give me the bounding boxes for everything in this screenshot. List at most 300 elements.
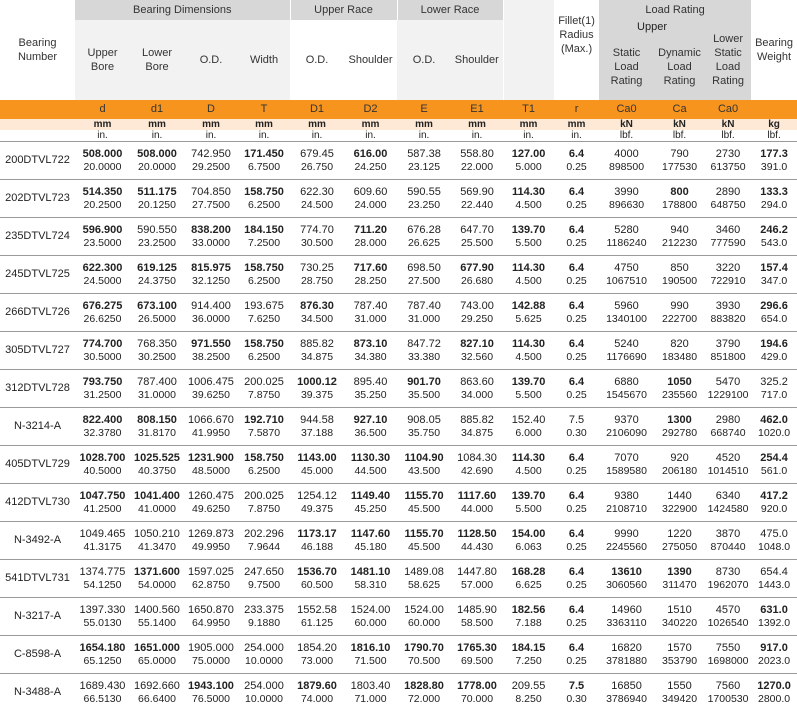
imperial-value: 39.375	[300, 388, 334, 401]
header-upper: Upper	[599, 20, 705, 34]
data-cell	[751, 180, 797, 218]
data-cell	[238, 484, 290, 522]
data-cell	[654, 142, 705, 180]
data-cell	[238, 560, 290, 598]
metric-value: 742.950	[191, 147, 231, 160]
metric-value: 254.4	[760, 451, 788, 464]
imperial-value: 36.500	[354, 426, 387, 439]
data-cell	[451, 180, 503, 218]
metric-value: 1149.40	[350, 489, 391, 502]
metric-value: 838.200	[191, 223, 231, 236]
imperial-value: 322900	[662, 502, 698, 515]
unit-imperial-cell: lbf.	[599, 130, 654, 142]
data-cell	[75, 598, 130, 636]
imperial-value: 0.25	[566, 312, 587, 325]
metric-value: 787.40	[407, 299, 441, 312]
data-cell	[344, 598, 397, 636]
imperial-value: 34.875	[460, 426, 494, 439]
bearing-number: 312DTVL728	[0, 370, 75, 408]
data-cell	[554, 142, 599, 180]
imperial-value: 30.5000	[83, 350, 122, 363]
imperial-value: 668740	[710, 426, 746, 439]
data-cell	[654, 218, 705, 256]
data-cell	[599, 256, 654, 294]
metric-value: 202.296	[244, 527, 284, 540]
data-cell	[75, 142, 130, 180]
header-upper-race-od: O.D.	[290, 20, 344, 100]
metric-value: 787.400	[137, 375, 177, 388]
imperial-value: 561.0	[760, 464, 788, 477]
data-cell	[503, 408, 554, 446]
metric-value: 1879.60	[297, 679, 337, 692]
data-cell	[238, 370, 290, 408]
imperial-value: 777590	[710, 236, 746, 249]
metric-value: 157.4	[760, 261, 788, 274]
data-cell	[238, 408, 290, 446]
metric-value: 296.6	[760, 299, 788, 312]
metric-value: 5280	[614, 223, 639, 236]
data-cell	[503, 142, 554, 180]
metric-value: 14960	[611, 603, 642, 616]
imperial-value: 72.000	[407, 692, 441, 705]
metric-value: 590.550	[137, 223, 177, 236]
data-cell	[344, 218, 397, 256]
data-cell	[130, 674, 184, 712]
imperial-value: 31.2500	[83, 388, 122, 401]
data-cell	[705, 674, 751, 712]
imperial-value: 20.0000	[138, 160, 176, 173]
data-cell	[554, 408, 599, 446]
metric-value: 246.2	[760, 223, 788, 236]
imperial-value: 0.25	[566, 502, 587, 515]
data-cell	[503, 332, 554, 370]
metric-value: 6.4	[568, 223, 585, 236]
metric-value: 927.10	[353, 413, 388, 426]
data-cell	[238, 332, 290, 370]
data-cell	[654, 446, 705, 484]
metric-value: 558.80	[460, 147, 494, 160]
data-cell	[599, 674, 654, 712]
metric-value: 127.00	[511, 147, 546, 160]
imperial-value: 7.188	[515, 616, 542, 629]
imperial-value: 5.000	[515, 160, 542, 173]
imperial-value: 7.9644	[247, 540, 281, 553]
metric-value: 1143.00	[297, 451, 337, 464]
data-cell	[75, 522, 130, 560]
bearing-number: 305DTVL727	[0, 332, 75, 370]
imperial-value: 870440	[710, 540, 746, 553]
data-cell	[344, 142, 397, 180]
data-cell	[705, 180, 751, 218]
imperial-value: 1962070	[707, 578, 749, 591]
bearing-number: N-3488-A	[0, 674, 75, 712]
imperial-value: 24.250	[354, 160, 387, 173]
metric-value: 4520	[715, 451, 741, 464]
header-lower-race: Lower Race	[397, 0, 503, 20]
imperial-value: 1545670	[606, 388, 647, 401]
imperial-value: 1020.0	[758, 426, 791, 439]
metric-value: 254.000	[244, 679, 284, 692]
data-cell	[130, 332, 184, 370]
unit-cell-blank	[0, 119, 75, 130]
metric-value: 7.5	[568, 413, 585, 426]
imperial-value: 1443.0	[758, 578, 791, 591]
metric-value: 1130.30	[350, 451, 391, 464]
metric-value: 1270.0	[757, 679, 791, 692]
symbol-cell: D	[184, 100, 238, 119]
data-cell	[654, 294, 705, 332]
data-cell	[130, 218, 184, 256]
metric-value: 4570	[715, 603, 741, 616]
data-cell	[654, 408, 705, 446]
unit-imperial-cell: in.	[238, 130, 290, 142]
imperial-value: 3060560	[606, 578, 647, 591]
metric-value: 1689.430	[79, 679, 126, 692]
data-cell	[184, 294, 238, 332]
imperial-value: 0.25	[566, 350, 587, 363]
data-cell	[344, 522, 397, 560]
data-cell	[503, 256, 554, 294]
imperial-value: 38.2500	[192, 350, 230, 363]
data-cell	[344, 332, 397, 370]
header-upper-race: Upper Race	[290, 0, 397, 20]
metric-value: 158.750	[244, 261, 284, 274]
imperial-value: 23.250	[407, 198, 441, 211]
data-cell	[344, 446, 397, 484]
metric-value: 1025.525	[134, 451, 180, 464]
metric-value: 827.10	[460, 337, 494, 350]
metric-value: 194.6	[760, 337, 788, 350]
metric-value: 9380	[614, 489, 639, 502]
data-cell	[238, 636, 290, 674]
data-cell	[705, 294, 751, 332]
imperial-value: 23.5000	[83, 236, 122, 249]
imperial-value: 26.625	[407, 236, 441, 249]
metric-value: 1803.40	[350, 679, 391, 692]
imperial-value: 60.000	[354, 616, 387, 629]
metric-value: 711.20	[353, 223, 388, 236]
imperial-value: 31.000	[354, 312, 387, 325]
symbol-cell: r	[554, 100, 599, 119]
data-cell	[397, 674, 451, 712]
header-width: Width	[238, 20, 290, 100]
data-cell	[130, 560, 184, 598]
metric-value: 7560	[715, 679, 741, 692]
imperial-value: 22.000	[460, 160, 494, 173]
unit-metric-cell: kN	[705, 119, 751, 130]
data-cell	[238, 598, 290, 636]
metric-value: 1854.20	[297, 641, 337, 654]
metric-value: 133.3	[760, 185, 788, 198]
data-cell	[503, 180, 554, 218]
data-cell	[75, 446, 130, 484]
imperial-value: 222700	[662, 312, 698, 325]
data-cell	[503, 522, 554, 560]
data-cell	[130, 142, 184, 180]
imperial-value: 1014510	[707, 464, 749, 477]
bearing-number: 412DTVL730	[0, 484, 75, 522]
data-cell	[451, 256, 503, 294]
metric-value: 1400.560	[134, 603, 180, 616]
imperial-value: 24.3750	[138, 274, 176, 287]
imperial-value: 24.000	[354, 198, 387, 211]
data-cell	[397, 408, 451, 446]
metric-value: 7550	[715, 641, 741, 654]
imperial-value: 23.125	[407, 160, 441, 173]
imperial-value: 55.1400	[138, 616, 176, 629]
imperial-value: 851800	[710, 350, 746, 363]
imperial-value: 2023.0	[758, 654, 791, 667]
data-cell	[503, 446, 554, 484]
metric-value: 787.40	[353, 299, 388, 312]
data-cell	[238, 294, 290, 332]
data-cell	[654, 332, 705, 370]
metric-value: 790	[670, 147, 689, 160]
imperial-value: 2245560	[606, 540, 647, 553]
imperial-value: 37.188	[300, 426, 334, 439]
metric-value: 1231.900	[188, 451, 234, 464]
imperial-value: 177530	[662, 160, 698, 173]
metric-value: 1397.330	[79, 603, 126, 616]
metric-value: 6.4	[568, 299, 585, 312]
data-cell	[554, 560, 599, 598]
imperial-value: 69.500	[460, 654, 494, 667]
symbol-cell: D2	[344, 100, 397, 119]
metric-value: 1570	[667, 641, 692, 654]
bearing-number: 266DTVL726	[0, 294, 75, 332]
imperial-value: 1176690	[606, 350, 647, 363]
metric-value: 6.4	[568, 527, 585, 540]
imperial-value: 26.6250	[83, 312, 122, 325]
metric-value: 616.00	[353, 147, 388, 160]
data-cell	[554, 218, 599, 256]
data-cell	[654, 674, 705, 712]
data-cell	[503, 370, 554, 408]
metric-value: 184.15	[511, 641, 546, 654]
data-cell	[503, 674, 554, 712]
imperial-value: 4.500	[515, 464, 542, 477]
metric-value: 2980	[715, 413, 741, 426]
imperial-value: 28.000	[354, 236, 387, 249]
imperial-value: 65.0000	[138, 654, 176, 667]
imperial-value: 55.0130	[83, 616, 122, 629]
data-cell	[751, 370, 797, 408]
data-cell	[451, 446, 503, 484]
imperial-value: 9.7500	[247, 578, 281, 591]
imperial-value: 33.0000	[192, 236, 230, 249]
data-cell	[75, 180, 130, 218]
unit-imperial-cell: lbf.	[705, 130, 751, 142]
data-cell	[290, 256, 344, 294]
imperial-value: 23.2500	[138, 236, 176, 249]
imperial-value: 33.380	[407, 350, 441, 363]
bearing-number: C-8598-A	[0, 636, 75, 674]
imperial-value: 24.500	[300, 198, 334, 211]
imperial-value: 883820	[710, 312, 746, 325]
data-cell	[184, 598, 238, 636]
symbol-cell	[751, 100, 797, 119]
metric-value: 114.30	[512, 451, 546, 464]
unit-imperial-cell: in.	[554, 130, 599, 142]
unit-metric-cell: kN	[599, 119, 654, 130]
header-t1-blank	[503, 0, 554, 100]
imperial-value: 2108710	[606, 502, 647, 515]
data-cell	[130, 370, 184, 408]
data-cell	[75, 560, 130, 598]
metric-value: 152.40	[511, 413, 546, 426]
imperial-value: 71.500	[354, 654, 387, 667]
data-cell	[290, 408, 344, 446]
imperial-value: 2106090	[606, 426, 647, 439]
metric-value: 154.00	[511, 527, 546, 540]
data-cell	[75, 218, 130, 256]
imperial-value: 896630	[609, 198, 645, 211]
metric-value: 622.300	[82, 261, 123, 274]
imperial-value: 0.25	[566, 388, 587, 401]
metric-value: 2730	[715, 147, 741, 160]
metric-value: 1049.465	[79, 527, 126, 540]
metric-value: 1006.475	[188, 375, 234, 388]
data-cell	[451, 522, 503, 560]
metric-value: 863.60	[460, 375, 494, 388]
metric-value: 676.28	[407, 223, 441, 236]
imperial-value: 54.1250	[83, 578, 122, 591]
metric-value: 200.025	[244, 489, 284, 502]
data-cell	[599, 560, 654, 598]
imperial-value: 6.625	[515, 578, 542, 591]
imperial-value: 0.25	[566, 540, 587, 553]
imperial-value: 1026540	[707, 616, 749, 629]
data-cell	[554, 636, 599, 674]
metric-value: 1905.000	[188, 641, 234, 654]
unit-metric-cell: mm	[397, 119, 451, 130]
data-cell	[705, 256, 751, 294]
data-cell	[184, 636, 238, 674]
metric-value: 158.750	[244, 337, 284, 350]
imperial-value: 41.3175	[83, 540, 122, 553]
metric-value: 631.0	[760, 603, 788, 616]
metric-value: 9370	[614, 413, 639, 426]
imperial-value: 206180	[662, 464, 698, 477]
metric-value: 3990	[614, 185, 639, 198]
metric-value: 2890	[715, 185, 741, 198]
imperial-value: 292780	[662, 426, 698, 439]
data-cell	[75, 370, 130, 408]
data-cell	[751, 256, 797, 294]
imperial-value: 7.250	[515, 654, 542, 667]
imperial-value: 1186240	[606, 236, 647, 249]
imperial-value: 39.6250	[192, 388, 230, 401]
metric-value: 6.4	[568, 337, 585, 350]
metric-value: 325.2	[760, 375, 788, 388]
metric-value: 673.100	[137, 299, 177, 312]
metric-value: 247.650	[244, 565, 284, 578]
imperial-value: 66.6400	[138, 692, 176, 705]
metric-value: 815.975	[191, 261, 231, 274]
imperial-value: 45.000	[300, 464, 334, 477]
data-cell	[290, 598, 344, 636]
metric-value: 1778.00	[457, 679, 497, 692]
data-cell	[503, 598, 554, 636]
metric-value: 1510	[667, 603, 692, 616]
data-cell	[290, 560, 344, 598]
metric-value: 139.70	[511, 223, 546, 236]
data-cell	[705, 370, 751, 408]
imperial-value: 41.3470	[138, 540, 176, 553]
imperial-value: 43.500	[407, 464, 441, 477]
imperial-value: 5.625	[515, 312, 542, 325]
data-cell	[751, 484, 797, 522]
data-cell	[654, 370, 705, 408]
data-cell	[599, 522, 654, 560]
data-cell	[751, 408, 797, 446]
unit-metric-cell: mm	[184, 119, 238, 130]
data-cell	[344, 408, 397, 446]
data-cell	[705, 142, 751, 180]
imperial-value: 64.9950	[192, 616, 230, 629]
metric-value: 142.88	[511, 299, 546, 312]
metric-value: 622.30	[300, 185, 334, 198]
data-cell	[397, 446, 451, 484]
unit-imperial-cell: in.	[184, 130, 238, 142]
metric-value: 6.4	[568, 641, 585, 654]
symbol-cell: Ca	[654, 100, 705, 119]
imperial-value: 31.0000	[138, 388, 176, 401]
table-row	[0, 294, 797, 332]
metric-value: 1371.600	[134, 565, 180, 578]
header-od: O.D.	[184, 20, 238, 100]
data-cell	[599, 598, 654, 636]
unit-imperial-cell: lbf.	[654, 130, 705, 142]
data-cell	[344, 180, 397, 218]
metric-value: 1524.00	[350, 603, 391, 616]
unit-imperial-cell: in.	[451, 130, 503, 142]
imperial-value: 45.250	[354, 502, 387, 515]
metric-value: 677.90	[460, 261, 494, 274]
header-bearing-dimensions: Bearing Dimensions	[75, 0, 290, 20]
unit-imperial-cell: in.	[397, 130, 451, 142]
data-cell	[654, 484, 705, 522]
symbol-row	[0, 100, 797, 119]
data-cell	[184, 180, 238, 218]
metric-value: 462.0	[760, 413, 788, 426]
imperial-value: 6.2500	[247, 198, 281, 211]
metric-value: 1066.670	[188, 413, 234, 426]
header-lower-race-shoulder: Shoulder	[451, 20, 503, 100]
imperial-value: 6.063	[515, 540, 542, 553]
imperial-value: 76.5000	[192, 692, 230, 705]
data-cell	[290, 294, 344, 332]
imperial-value: 3786940	[606, 692, 647, 705]
data-cell	[451, 294, 503, 332]
data-cell	[397, 142, 451, 180]
metric-value: 1374.775	[79, 565, 126, 578]
metric-value: 908.05	[407, 413, 441, 426]
imperial-value: 73.000	[300, 654, 334, 667]
metric-value: 9990	[614, 527, 639, 540]
metric-value: 193.675	[244, 299, 284, 312]
metric-value: 6.4	[568, 185, 585, 198]
bearing-number: 235DTVL724	[0, 218, 75, 256]
imperial-value: 1698000	[707, 654, 749, 667]
data-cell	[184, 484, 238, 522]
metric-value: 1050	[667, 375, 692, 388]
unit-metric-cell: mm	[451, 119, 503, 130]
data-cell	[451, 332, 503, 370]
metric-value: 6880	[614, 375, 639, 388]
symbol-cell: D1	[290, 100, 344, 119]
data-cell	[290, 332, 344, 370]
